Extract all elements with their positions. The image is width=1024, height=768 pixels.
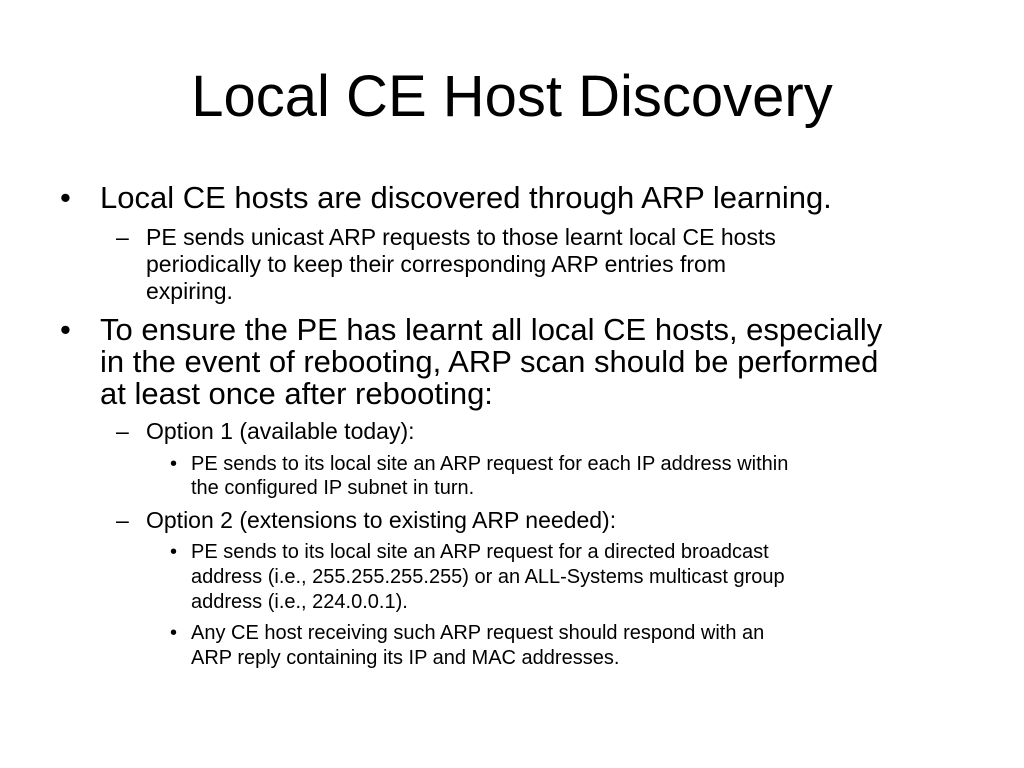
- bullet-text: at least once after rebooting:: [100, 376, 493, 411]
- sub-bullet-text: Option 1 (available today):: [146, 418, 415, 444]
- sub-bullet-marker: –: [116, 224, 129, 250]
- sub-bullet-marker: –: [116, 418, 129, 444]
- sub-bullet-text: periodically to keep their corresponding ARP entries from: [146, 251, 726, 277]
- sub-sub-bullet-text: address (i.e., 224.0.0.1).: [191, 591, 408, 613]
- sub-sub-bullet-text: address (i.e., 255.255.255.255) or an ALL-Systems multicast group: [191, 566, 785, 588]
- sub-sub-bullet-text: PE sends to its local site an ARP request for a directed broadcast: [191, 541, 769, 563]
- bullet-marker: •: [60, 180, 71, 215]
- sub-bullet-text: PE sends unicast ARP requests to those learnt local CE hosts: [146, 224, 776, 250]
- sub-sub-bullet-text: PE sends to its local site an ARP request for each IP address within: [191, 453, 789, 475]
- sub-bullet-text: Option 2 (extensions to existing ARP needed):: [146, 507, 617, 533]
- bullet-text: in the event of rebooting, ARP scan should be performed: [100, 344, 879, 379]
- sub-sub-bullet-text: the configured IP subnet in turn.: [191, 477, 475, 499]
- sub-bullet-text: expiring.: [146, 278, 233, 304]
- bullet-marker: •: [60, 312, 71, 347]
- sub-sub-bullet-marker: •: [170, 541, 178, 563]
- sub-bullet-marker: –: [116, 507, 129, 533]
- sub-sub-bullet-text: ARP reply containing its IP and MAC addresses.: [191, 647, 620, 669]
- sub-sub-bullet-text: Any CE host receiving such ARP request should respond with an: [191, 622, 765, 644]
- slide-title: Local CE Host Discovery: [191, 64, 833, 129]
- bullet-text: Local CE hosts are discovered through ARP learning.: [100, 180, 832, 215]
- sub-sub-bullet-marker: •: [170, 622, 178, 644]
- sub-sub-bullet-marker: •: [170, 453, 178, 475]
- bullet-text: To ensure the PE has learnt all local CE hosts, especially: [100, 312, 883, 347]
